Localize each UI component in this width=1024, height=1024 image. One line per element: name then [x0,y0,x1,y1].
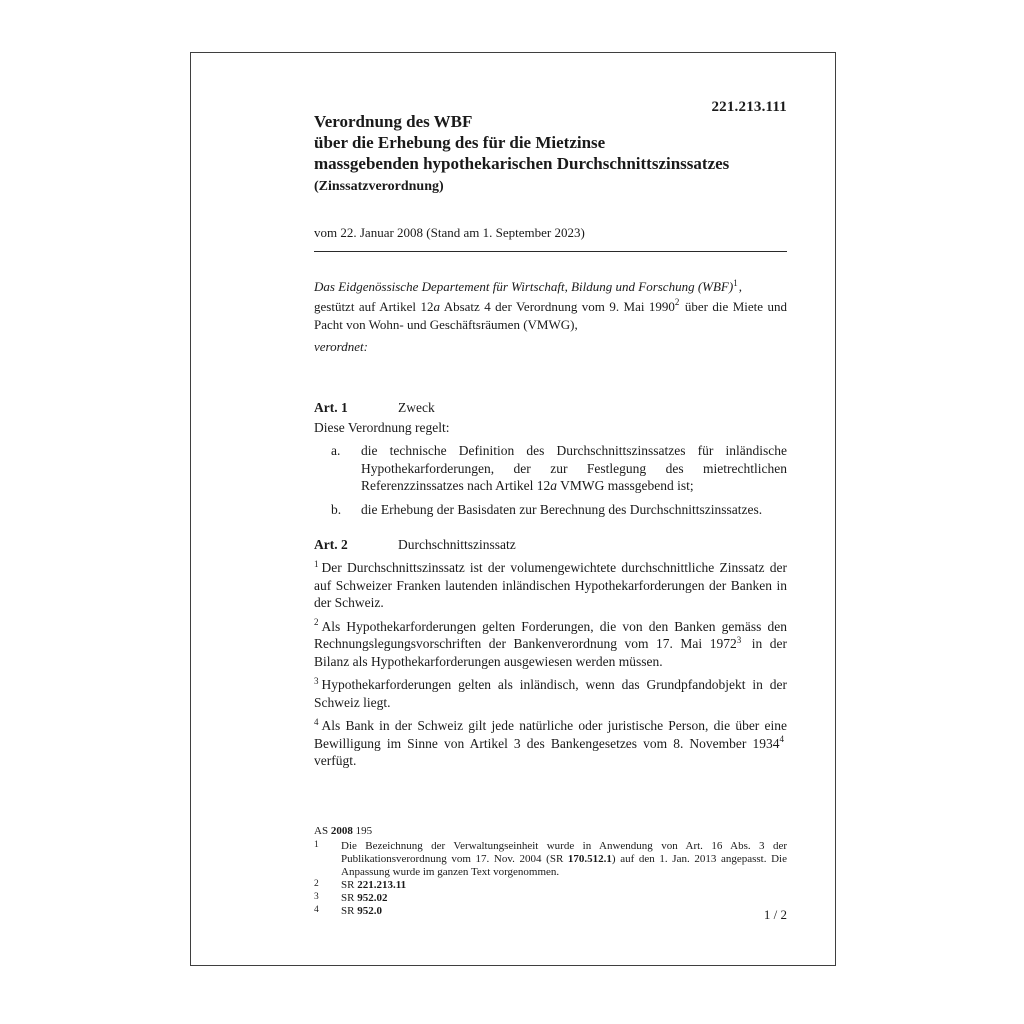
footnotes-section [314,825,787,918]
footnote-row-1 [314,840,787,879]
article-2-paragraph-2 [314,618,787,671]
footnote-ref-1: 1 [733,277,738,288]
item-a-italic: a [550,478,558,493]
footnote-3-sr: 952.02 [357,891,388,904]
basis-italic-a: a [433,298,440,314]
doc-title-line1: Verordnung des WBF [314,112,473,131]
paragraph-1-text: Der Durchschnittszinssatz ist der volumengewichtete durchschnittliche Zinssatz der auf Schweizer Franken lautenden inländischen Hypothekarforderungen der Banken in der Schweiz. [314,560,787,610]
article-2-heading [314,537,787,553]
doc-title-line2: über die Erhebung des für die Mietzinse [314,133,606,152]
paragraph-4-text-after: verfügt. [314,753,357,768]
as-reference [314,825,787,838]
doc-number: 221.213.111 [711,99,787,115]
list-item-b [314,501,787,519]
basis-text-before: gestützt auf Artikel 12 [314,298,434,314]
enacting-formula: verordnet: [314,338,368,354]
paragraph-3-text: Hypothekarforderungen gelten als inländisch, wenn das Grundpfandobjekt in der Schweiz liegt. [314,677,787,710]
article-1-title: Zweck [398,400,435,415]
item-letter-a: a. [331,443,341,458]
footnote-row-3 [314,892,787,905]
article-2-number: Art. 2 [314,537,348,552]
footnote-number-4: 4 [314,904,319,915]
authority-line [314,278,787,297]
paragraph-4-text-before: Als Bank in der Schweiz gilt jede natürliche oder juristische Person, die über eine Bewilligung im Sinne von Artikel 3 des Bankengesetzes vom 8. November 1934 [314,718,787,751]
footnote-4-text-before: SR [341,904,358,917]
authority-text: Das Eidgenössische Departement für Wirtschaft, Bildung und Forschung (WBF) [314,279,734,294]
paragraph-marker-3: 3 [314,675,319,686]
doc-subtitle: (Zinssatzverordnung) [314,179,444,194]
footnote-2-text-before: SR [341,878,358,891]
header-divider [314,251,787,252]
article-1-intro: Diese Verordnung regelt: [314,420,450,435]
as-page: 195 [352,824,373,837]
item-a-text-before: die technische Definition des Durchschnittszinssatzes für inländische Hypothekarforderungen, der zur Festlegung des mietrechtlichen Referenzzinssatzes nach Artikel 12 [361,443,787,493]
footnote-ref-2: 2 [674,297,680,308]
paragraph-2-text-before: Als Hypothekarforderungen gelten Forderungen, die von den Banken gemäss den Rechnungslegungsvorschriften der Bankenverordnung vom 17. Mai 1972 [314,618,787,651]
footnote-4-sr: 952.0 [357,904,382,917]
article-2-paragraph-1 [314,559,787,612]
page-number: 1 / 2 [763,907,787,922]
footnote-number-2: 2 [314,878,319,889]
preamble [314,278,787,356]
doc-title-line3: massgebenden hypothekarischen Durchschnittszinssatzes [314,154,730,173]
paragraph-marker-4: 4 [314,716,319,727]
footnote-3-text-before: SR [341,891,358,904]
item-a-text-after: VMWG massgebend ist; [557,478,694,493]
list-item-a [314,442,787,495]
date-line: vom 22. Januar 2008 (Stand am 1. September 2023) [314,225,585,240]
article-2-paragraph-3 [314,676,787,711]
item-letter-b: b. [331,501,342,517]
authority-comma: , [738,279,742,294]
footnote-2-sr: 221.213.11 [357,878,407,891]
footnote-row-4 [314,905,787,918]
paragraph-2-text-after: in der Bilanz als Hypothekarforderungen ausgewiesen werden müssen. [314,636,787,669]
basis-text-mid: Absatz 4 der Verordnung vom 9. Mai 1990 [439,298,675,314]
legal-basis-line [314,298,787,335]
footnote-1-sr: 170.512.1 [567,852,612,865]
footnote-1-text-before: Die Bezeichnung der Verwaltungseinheit wurde in Anwendung von Art. 16 Abs. 3 der Publikationsverordnung vom 17. Nov. 2004 (SR [341,839,787,865]
as-prefix: AS [314,824,331,837]
basis-text-after: über die Miete und Pacht von Wohn- und Geschäftsräumen (VMWG), [314,298,787,332]
footnote-ref-4: 4 [779,734,784,744]
footnote-number-1: 1 [314,839,319,850]
footnote-number-3: 3 [314,891,319,902]
article-2-title: Durchschnittszinssatz [398,537,516,552]
document-page [190,52,836,966]
article-2-paragraph-4 [314,717,787,770]
as-year: 2008 [330,824,353,837]
footnote-row-2 [314,879,787,892]
doc-title [314,111,787,174]
item-b-text: die Erhebung der Basisdaten zur Berechnung des Durchschnittszinssatzes. [361,501,763,517]
paragraph-marker-2: 2 [314,617,319,627]
page-content [314,53,787,918]
footnote-ref-3: 3 [736,634,742,645]
footnote-1-text-after: ) auf den 1. Jan. 2013 angepasst. Die Anpassung wurde im ganzen Text vorgenommen. [341,852,787,878]
paragraph-marker-1: 1 [314,558,319,569]
article-1-number: Art. 1 [314,400,348,415]
article-1-heading [314,400,787,416]
